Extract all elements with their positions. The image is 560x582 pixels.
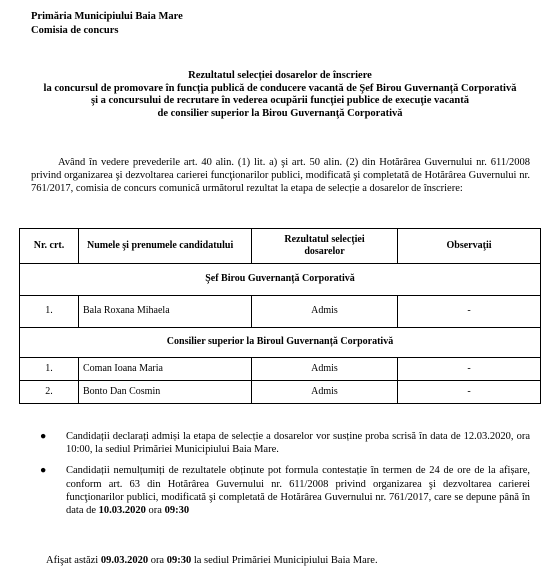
- header-result-line2: dosarelor: [304, 246, 345, 257]
- title-line-2: la concursul de promovare în funcția publică de conducere vacantă de Şef Birou Guvernanță Corporativă: [43, 82, 517, 94]
- posting-time: 09:30: [166, 555, 192, 566]
- section-row: [20, 264, 541, 296]
- list-item: [40, 464, 530, 517]
- footer-ora: ora: [148, 555, 167, 566]
- cell-obs: -: [398, 296, 541, 328]
- document-title: [20, 70, 540, 120]
- footer-prefix: Afişat astăzi: [46, 555, 101, 566]
- cell-result: Admis: [252, 381, 398, 404]
- deadline-date: 10.03.2020: [98, 505, 146, 517]
- note-text: Candidații declarați admiși la etapa de selecție a dosarelor vor susține proba scrisă în data de 12.03.2020, ora 10:00, la sediul Primăriei Municipiului Baia Mare.: [66, 431, 530, 456]
- header-nr: Nr. crt.: [20, 229, 79, 264]
- intro-paragraph: [31, 156, 530, 196]
- cell-name: Bonto Dan Cosmin: [79, 381, 252, 404]
- table-row: [20, 358, 541, 381]
- notes-list: [40, 430, 530, 525]
- note-ora: ora: [145, 505, 165, 517]
- bullet-icon: ●: [40, 431, 47, 442]
- note-text: Candidații nemulțumiți de rezultatele obținute pot formula contestație în termen de 24 de ore de la afișare, conform art. 63 din Hotărârea Guvernului nr. 611/2008 privind organizarea şi dezvoltarea carierei funcţionarilor publici, modificată şi completată de Hotărârea Guvernului nr. 761/2017, care se depune până în data de: [66, 465, 530, 517]
- cell-obs: -: [398, 358, 541, 381]
- table-row: [20, 296, 541, 328]
- bullet-icon: ●: [40, 465, 47, 477]
- footer-suffix: la sediul Primăriei Municipiului Baia Mare.: [191, 555, 378, 566]
- cell-obs: -: [398, 381, 541, 404]
- section-title: Consilier superior la Biroul Guvernanță Corporativă: [20, 328, 541, 358]
- title-line-4: de consilier superior la Birou Guvernanţă Corporativă: [157, 107, 403, 119]
- section-title: Şef Birou Guvernanță Corporativă: [20, 264, 541, 296]
- header-obs: Observaţii: [398, 229, 541, 264]
- intro-text: Având în vedere prevederile art. 40 alin. (1) lit. a) şi art. 50 alin. (2) din Hotărârea Guvernului nr. 611/2008 privind organizarea şi dezvoltarea carierei funcţionarilor publici, modificată şi completată de Hotărârea Guvernului nr. 761/2017, comisia de concurs comunică următorul rezultat la etapa de selecție a dosarelor de înscriere:: [31, 157, 530, 195]
- cell-nr: 2.: [20, 381, 79, 404]
- committee-name: Comisia de concurs: [31, 25, 119, 36]
- cell-name: Bala Roxana Mihaela: [79, 296, 252, 328]
- cell-result: Admis: [252, 296, 398, 328]
- header-result-line1: Rezultatul selecţiei: [284, 233, 365, 245]
- cell-nr: 1.: [20, 358, 79, 381]
- posting-date: 09.03.2020: [100, 555, 149, 566]
- header-result: [252, 229, 398, 264]
- table-header-row: [20, 229, 541, 264]
- header-name: Numele şi prenumele candidatului: [79, 229, 252, 264]
- table-row: [20, 381, 541, 404]
- document-header: [31, 10, 183, 38]
- cell-nr: 1.: [20, 296, 79, 328]
- title-line-3: şi a concursului de recrutare în vederea ocupării funcţiei publice de execuţie vacantă: [91, 95, 469, 107]
- section-row: [20, 328, 541, 358]
- cell-name: Coman Ioana Maria: [79, 358, 252, 381]
- list-item: [40, 430, 530, 456]
- posting-notice: [46, 555, 378, 568]
- title-line-1: Rezultatul selecției dosarelor de înscriere: [188, 70, 372, 81]
- deadline-time: 09:30: [164, 505, 190, 517]
- institution-name: Primăria Municipiului Baia Mare: [31, 11, 183, 22]
- results-table: [19, 228, 541, 404]
- cell-result: Admis: [252, 358, 398, 381]
